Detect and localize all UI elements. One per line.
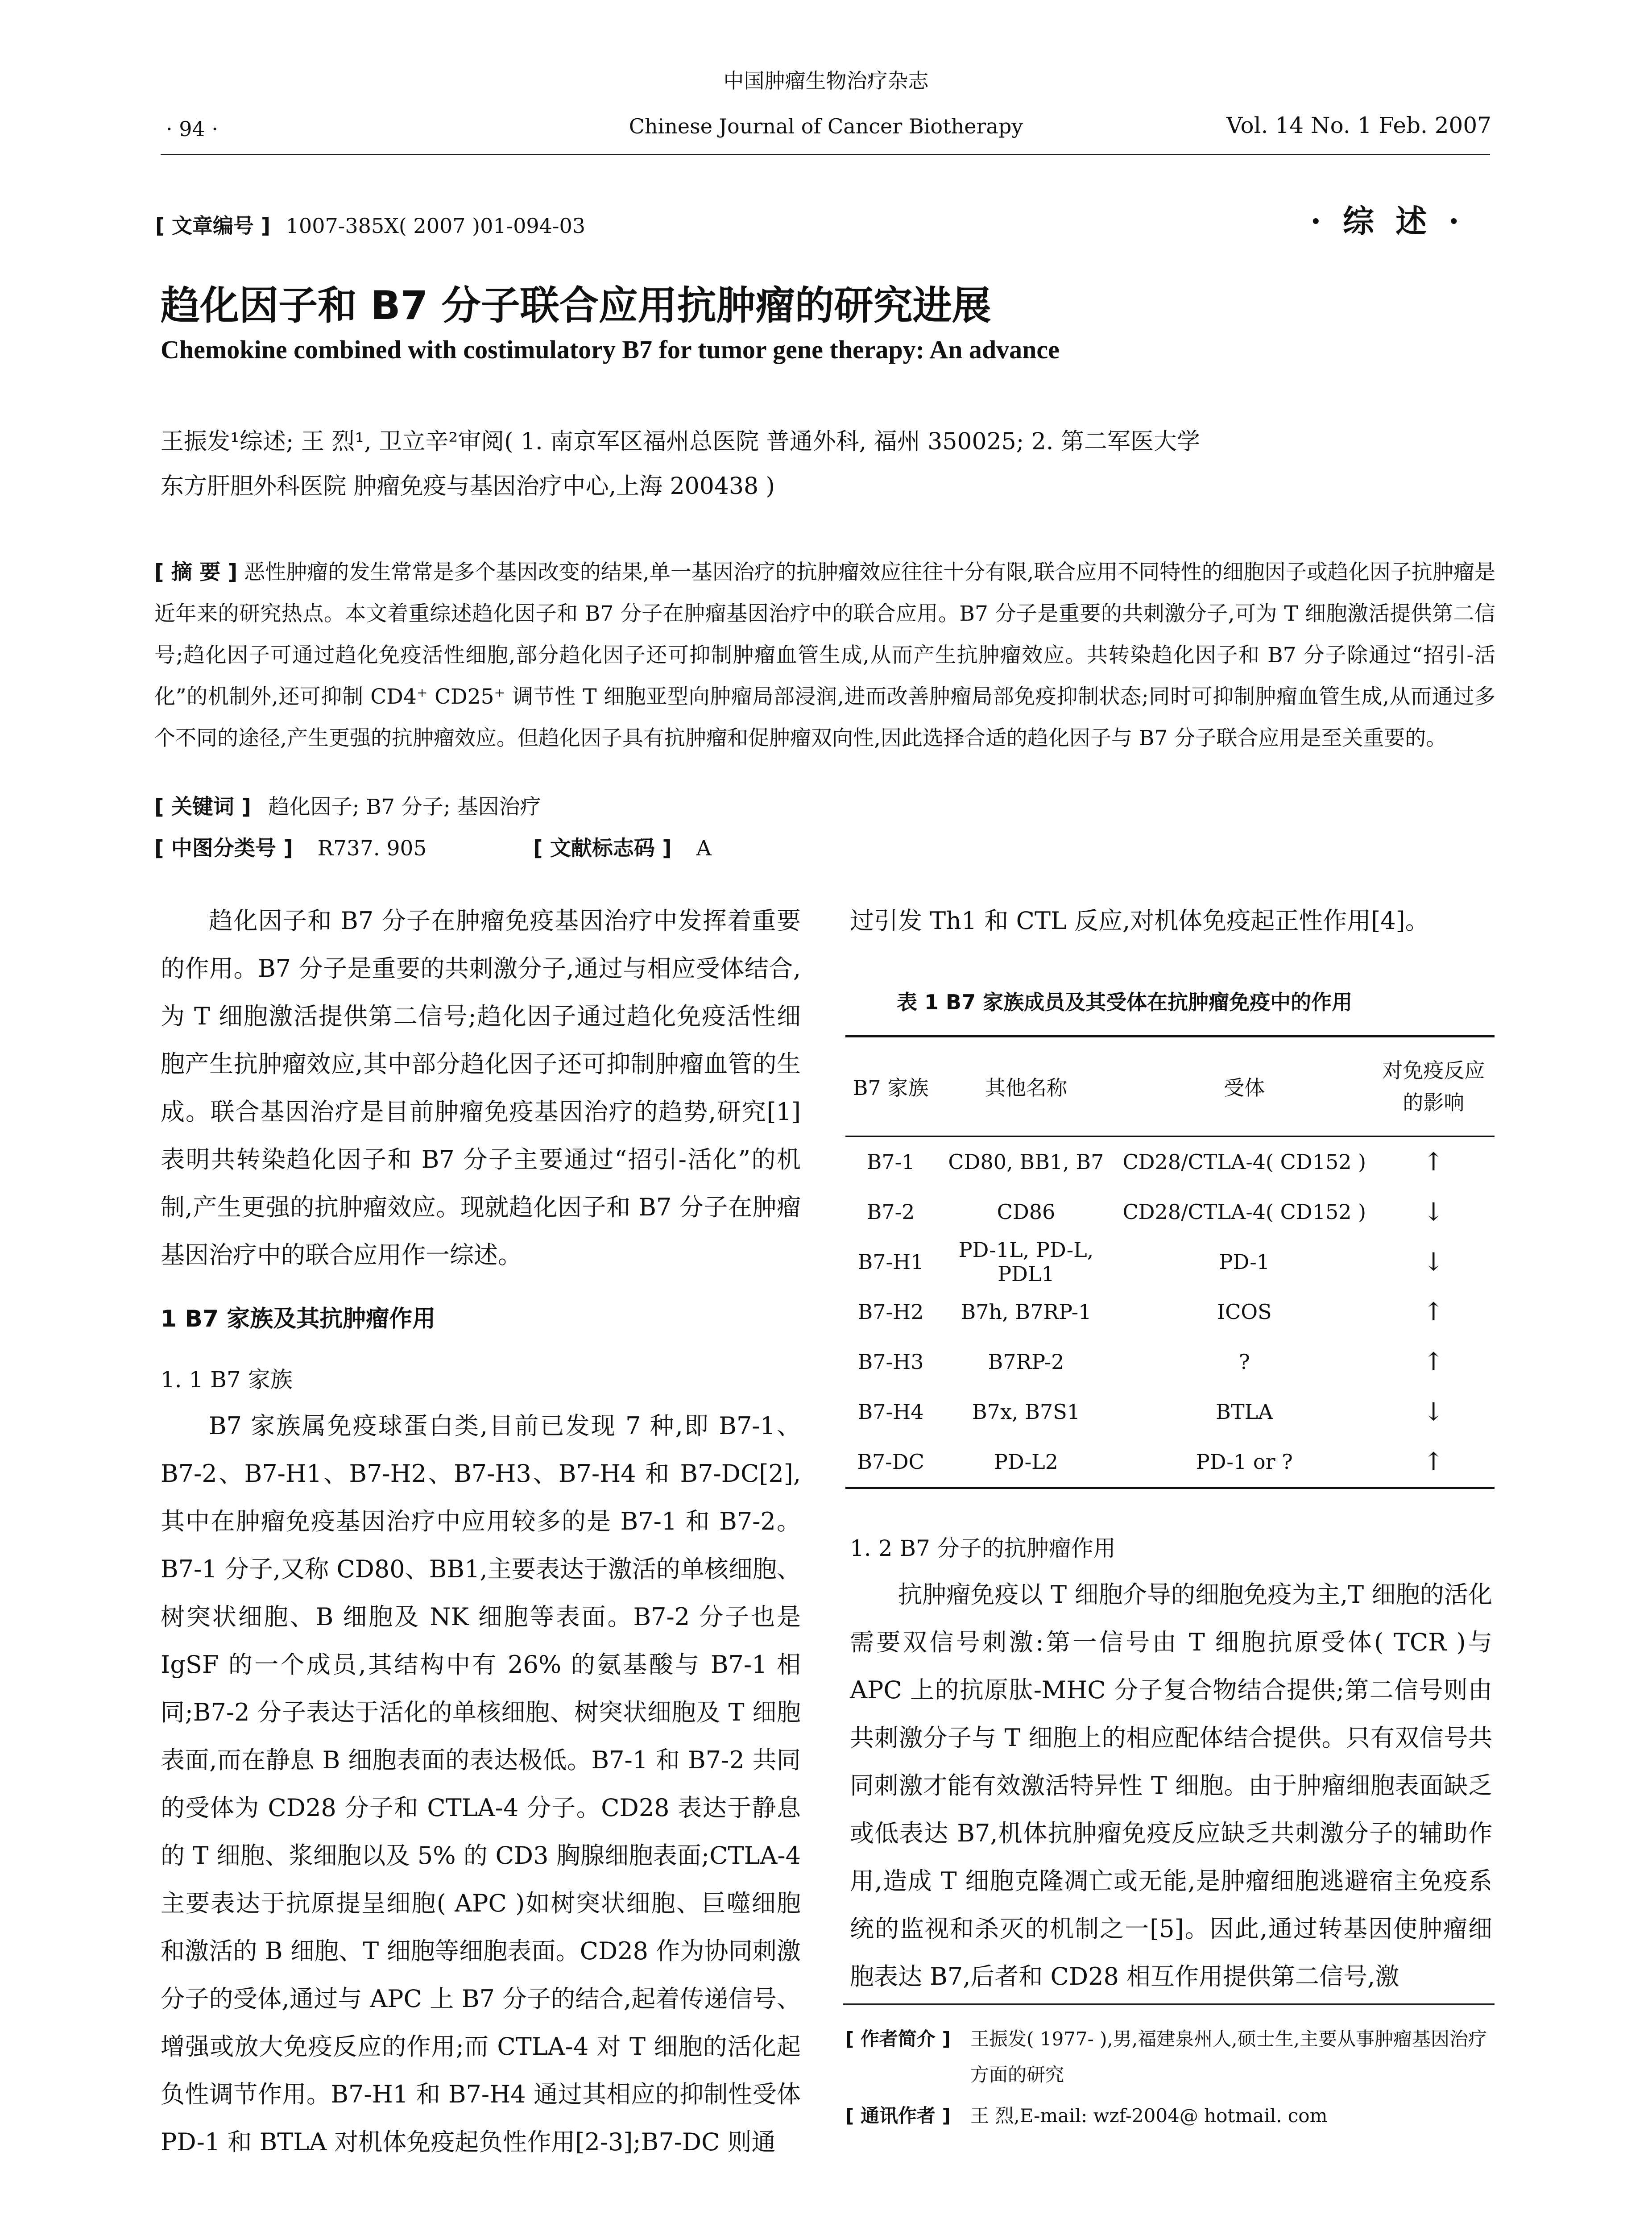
- volume-info: Vol. 14 No. 1 Feb. 2007: [1226, 112, 1491, 138]
- table-cell: B7-2: [866, 1200, 915, 1224]
- document-code-label: [ 文献标志码 ]: [533, 836, 672, 861]
- table-caption: 表 1 B7 家族成员及其受体在抗肿瘤免疫中的作用: [897, 990, 1353, 1014]
- table-cell: B7x, B7S1: [972, 1400, 1080, 1424]
- table-header-cell: 其他名称: [936, 1037, 1116, 1136]
- document-code-value: A: [696, 836, 712, 861]
- author-footnote: [845, 2021, 1495, 2134]
- section-1-heading: 1 B7 家族及其抗肿瘤作用: [161, 1306, 436, 1332]
- column-type: · 综 述 ·: [1310, 203, 1465, 240]
- table-cell: B7-H4: [857, 1400, 924, 1424]
- table-cell: CD86: [997, 1200, 1056, 1224]
- classification-label: [ 中图分类号 ]: [154, 836, 293, 861]
- authors-line-2: 东方肝胆外科医院 肿瘤免疫与基因治疗中心,上海 200438 ): [161, 473, 775, 500]
- arrow-up-icon: ↑: [1423, 1297, 1444, 1327]
- footnote-rule: [843, 2003, 1495, 2005]
- keywords: [154, 786, 541, 828]
- abstract: [154, 552, 1495, 759]
- table-cell: B7-H2: [857, 1300, 924, 1324]
- table-row: [845, 1136, 1495, 1187]
- table-row: [845, 1387, 1495, 1437]
- table-header-cell: 受体: [1116, 1037, 1373, 1136]
- right-column-top: [850, 897, 1492, 945]
- table-cell: CD28/CTLA-4( CD152 ): [1122, 1200, 1366, 1224]
- page-number: · 94 ·: [166, 117, 219, 141]
- table-row: [845, 1287, 1495, 1337]
- table-cell: PD-1 or ?: [1196, 1450, 1293, 1474]
- table-row: [845, 1337, 1495, 1387]
- table-row: [845, 1187, 1495, 1237]
- corresponding-author-label: [ 通讯作者 ]: [845, 2105, 951, 2127]
- table-cell: B7-DC: [857, 1450, 924, 1474]
- authors-line-1: 王振发¹综述; 王 烈¹, 卫立辛²审阅( 1. 南京军区福州总医院 普通外科, 福州 350025; 2. 第二军医大学: [161, 428, 1200, 455]
- table-header-row: [845, 1037, 1495, 1136]
- abstract-label: [ 摘 要 ]: [154, 560, 238, 585]
- arrow-up-icon: ↑: [1423, 1147, 1444, 1177]
- table-cell: CD28/CTLA-4( CD152 ): [1122, 1150, 1366, 1174]
- table-cell: PD-L2: [994, 1450, 1058, 1474]
- subsection-1-2-heading: 1. 2 B7 分子的抗肿瘤作用: [850, 1535, 1116, 1561]
- keywords-label: [ 关键词 ]: [154, 795, 251, 819]
- arrow-down-icon: ↓: [1423, 1247, 1444, 1277]
- article-id: [155, 210, 585, 239]
- left-column: [161, 897, 801, 2166]
- continuation-text: 过引发 Th1 和 CTL 反应,对机体免疫起正性作用[4]。: [850, 907, 1429, 935]
- classification-value: R737. 905: [317, 836, 427, 861]
- article-id-value: 1007-385X( 2007 )01-094-03: [286, 214, 586, 238]
- table-cell: PD-1: [1219, 1250, 1270, 1274]
- right-column-bottom: [850, 1526, 1492, 2000]
- arrow-up-icon: ↑: [1423, 1347, 1444, 1377]
- author-footnote-text: 王振发( 1977- ),男,福建泉州人,硕士生,主要从事肿瘤基因治疗方面的研究: [970, 2028, 1487, 2086]
- table-row: [845, 1237, 1495, 1287]
- table-cell: B7RP-2: [988, 1350, 1064, 1374]
- arrow-up-icon: ↑: [1423, 1447, 1444, 1476]
- keywords-text: 趋化因子; B7 分子; 基因治疗: [268, 795, 541, 819]
- title-en: Chemokine combined with costimulatory B7 for tumor gene therapy: An advance: [161, 335, 1060, 364]
- table-header-cell: 对免疫反应的影响: [1373, 1037, 1495, 1136]
- table-cell: BTLA: [1216, 1400, 1273, 1424]
- journal-title-en: Chinese Journal of Cancer Biotherapy: [629, 114, 1023, 138]
- intro-paragraph: 趋化因子和 B7 分子在肿瘤免疫基因治疗中发挥着重要的作用。B7 分子是重要的共刺激分子,通过与相应受体结合,为 T 细胞激活提供第二信号;趋化因子通过趋化免疫活性细胞产生抗肿瘤效应,其中部分趋化因子还可抑制肿瘤血管的生成。联合基因治疗是目前肿瘤免疫基因治疗的趋势,研究[1]表明共转染趋化因子和 B7 分子主要通过“招引-活化”的机制,产生更强的抗肿瘤效应。现就趋化因子和 B7 分子在肿瘤基因治疗中的联合应用作一综述。: [161, 907, 801, 1269]
- authors: [161, 419, 1495, 509]
- author-footnote-label: [ 作者简介 ]: [845, 2028, 951, 2050]
- table-row: [845, 1437, 1495, 1488]
- classification: [154, 828, 426, 869]
- abstract-text: 恶性肿瘤的发生常常是多个基因改变的结果,单一基因治疗的抗肿瘤效应往往十分有限,联合应用不同特性的细胞因子或趋化因子抗肿瘤是近年来的研究热点。本文着重综述趋化因子和 B7 分子在肿瘤基因治疗中的联合应用。B7 分子是重要的共刺激分子,可为 T 细胞激活提供第二信号;趋化因子可通过趋化免疫活性细胞,部分趋化因子还可抑制肿瘤血管生成,从而产生抗肿瘤效应。共转染趋化因子和 B7 分子除通过“招引-活化”的机制外,还可抑制 CD4⁺ CD25⁺ 调节性 T 细胞亚型向肿瘤局部浸润,进而改善肿瘤局部免疫抑制状态;同时可抑制肿瘤血管生成,从而通过多个不同的途径,产生更强的抗肿瘤效应。但趋化因子具有抗肿瘤和促肿瘤双向性,因此选择合适的趋化因子与 B7 分子联合应用是至关重要的。: [154, 560, 1495, 751]
- table-cell: ?: [1238, 1350, 1250, 1374]
- table-cell: B7-1: [866, 1150, 915, 1174]
- table-1: [845, 1035, 1495, 1489]
- paragraph-1-1: B7 家族属免疫球蛋白类,目前已发现 7 种,即 B7-1、B7-2、B7-H1、B7-H2、B7-H3、B7-H4 和 B7-DC[2],其中在肿瘤免疫基因治疗中应用较多的是 B7-1 和 B7-2。B7-1 分子,又称 CD80、BB1,主要表达于激活的单核细胞、树突状细胞、B 细胞及 NK 细胞等表面。B7-2 分子也是 IgSF 的一个成员,其结构中有 26% 的氨基酸与 B7-1 相同;B7-2 分子表达于活化的单核细胞、树突状细胞及 T 细胞表面,而在静息 B 细胞表面的表达极低。B7-1 和 B7-2 共同的受体为 CD28 分子和 CTLA-4 分子。CD28 表达于静息的 T 细胞、浆细胞以及 5% 的 CD3 胸腺细胞表面;CTLA-4 主要表达于抗原提呈细胞( APC )如树突状细胞、巨噬细胞和激活的 B 细胞、T 细胞等细胞表面。CD28 作为协同刺激分子的受体,通过与 APC 上 B7 分子的结合,起着传递信号、增强或放大免疫反应的作用;而 CTLA-4 对 T 细胞的活化起负性调节作用。B7-H1 和 B7-H4 通过其相应的抑制性受体 PD-1 和 BTLA 对机体免疫起负性作用[2-3];B7-DC 则通: [161, 1412, 801, 2156]
- document-code: [533, 828, 712, 869]
- article-id-label: [ 文章编号 ]: [155, 214, 271, 238]
- table-cell: B7-H3: [857, 1350, 924, 1374]
- corresponding-author-text: 王 烈,E-mail: wzf-2004@ hotmail. com: [970, 2105, 1328, 2127]
- table-cell: B7-H1: [857, 1250, 924, 1274]
- journal-title-zh: 中国肿瘤生物治疗杂志: [723, 69, 929, 93]
- header-rule: [161, 154, 1490, 155]
- title-zh: 趋化因子和 B7 分子联合应用抗肿瘤的研究进展: [161, 282, 991, 328]
- table-cell: ICOS: [1217, 1300, 1272, 1324]
- table-cell: B7h, B7RP-1: [961, 1300, 1092, 1324]
- table-cell: CD80, BB1, B7: [948, 1150, 1104, 1174]
- arrow-down-icon: ↓: [1423, 1397, 1444, 1427]
- table-header-cell: B7 家族: [845, 1037, 936, 1136]
- table-cell: PD-1L, PD-L, PDL1: [958, 1238, 1094, 1286]
- arrow-down-icon: ↓: [1423, 1197, 1444, 1227]
- paragraph-1-2: 抗肿瘤免疫以 T 细胞介导的细胞免疫为主,T 细胞的活化需要双信号刺激:第一信号由 T 细胞抗原受体( TCR )与 APC 上的抗原肽-MHC 分子复合物结合提供;第二信号则由共刺激分子与 T 细胞上的相应配体结合提供。只有双信号共同刺激才能有效激活特异性 T 细胞。由于肿瘤细胞表面缺乏或低表达 B7,机体抗肿瘤免疫反应缺乏共刺激分子的辅助作用,造成 T 细胞克隆凋亡或无能,是肿瘤细胞逃避宿主免疫系统的监视和杀灭的机制之一[5]。因此,通过转基因使肿瘤细胞表达 B7,后者和 CD28 相互作用提供第二信号,激: [850, 1580, 1492, 1990]
- table-1-container: [845, 1035, 1495, 1489]
- subsection-1-1-heading: 1. 1 B7 家族: [161, 1367, 293, 1393]
